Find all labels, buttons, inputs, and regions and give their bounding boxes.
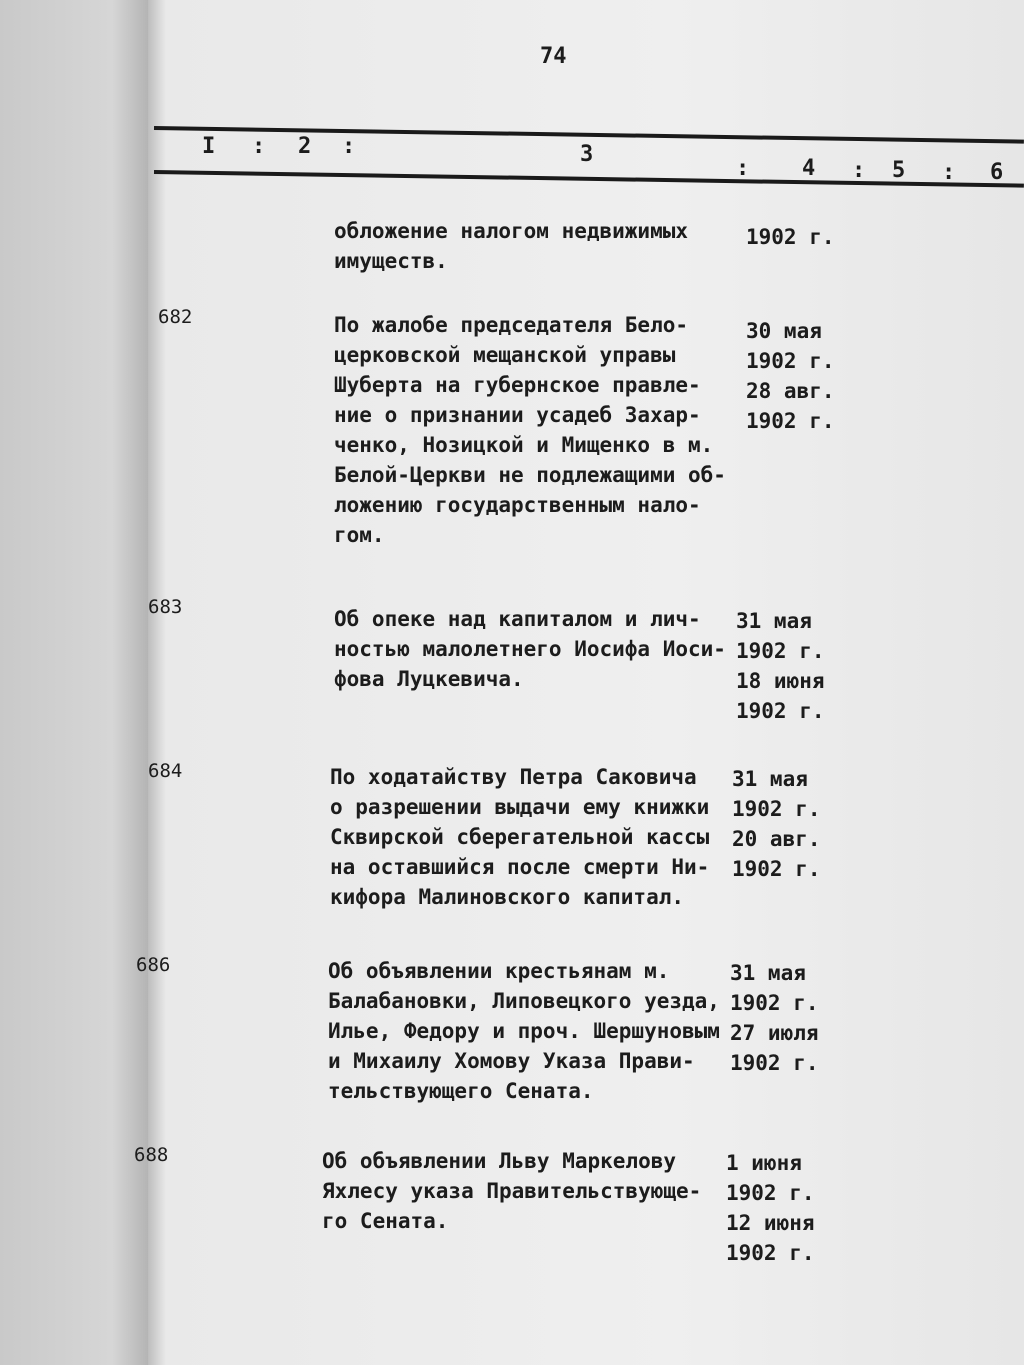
date-line: 31 мая [736,609,812,633]
date-line: 18 июня [736,669,825,693]
entry-dates [730,958,819,1078]
description-line: на оставшийся после смерти Ни- [330,855,710,879]
description-line: Сквирской сберегательной кассы [330,825,710,849]
date-line: 1902 г. [746,349,835,373]
description-line: имуществ. [334,249,448,273]
description-line: фова Луцкевича. [334,667,524,691]
entry-number: 683 [148,596,183,618]
column-separator: : [852,158,866,183]
document-page [134,0,1024,1365]
description-line: Шуберта на губернское правле- [334,373,701,397]
date-line: 30 мая [746,319,822,343]
description-line: ложению государственным нало- [334,493,701,517]
description-line: ние о признании усадеб Захар- [334,403,701,427]
description-line: Об опеке над капиталом и лич- [334,607,701,631]
entry-number: 686 [136,954,171,976]
description-line: ностью малолетнего Иосифа Иоси- [334,637,726,661]
column-separator: : [342,134,356,159]
date-line: 1902 г. [732,797,821,821]
column-separator: : [942,160,956,185]
description-line: Белой-Церкви не подлежащими об- [334,463,726,487]
entry-number: 682 [158,306,193,328]
date-line: 1902 г. [730,991,819,1015]
description-line: По жалобе председателя Бело- [334,313,689,337]
description-line: го Сената. [322,1209,449,1233]
date-line: 20 авг. [732,827,821,851]
date-line: 1902 г. [736,639,825,663]
description-line: Об объявлении Льву Маркелову [322,1149,677,1173]
column-separator: : [252,134,266,159]
date-line: 1902 г. [726,1181,815,1205]
description-line: обложение налогом недвижимых [334,219,689,243]
entry-description [328,956,720,1106]
column-separator: : [736,156,750,181]
column-header-5: 5 [892,158,906,183]
description-line: По ходатайству Петра Саковича [330,765,697,789]
date-line: 1902 г. [730,1051,819,1075]
date-line: 31 мая [732,767,808,791]
column-header-1: I [202,134,216,159]
description-line: Об объявлении крестьянам м. [328,959,670,983]
date-line: 1 июня [726,1151,802,1175]
description-line: церковской мещанской управы [334,343,676,367]
entry-dates [746,222,835,252]
description-line: ченко, Нозицкой и Мищенко в м. [334,433,714,457]
date-line: 28 авг. [746,379,835,403]
column-header-4: 4 [802,156,816,181]
entry-dates [736,606,825,726]
date-line: 1902 г. [746,409,835,433]
column-header-2: 2 [298,134,312,159]
description-line: кифора Малиновского капитал. [330,885,685,909]
entry-description [334,310,726,550]
date-line: 1902 г. [726,1241,815,1265]
entry-description [334,216,688,276]
date-line: 12 июня [726,1211,815,1235]
description-line: тельствующего Сената. [328,1079,594,1103]
entry-dates [726,1148,815,1268]
description-line: Илье, Федору и проч. Шершуновым [328,1019,720,1043]
date-line: 1902 г. [732,857,821,881]
page-number: 74 [540,44,567,69]
description-line: и Михаилу Хомову Указа Прави- [328,1049,695,1073]
entry-description [322,1146,701,1236]
description-line: Балабановки, Липовецкого уезда, [328,989,720,1013]
description-line: о разрешении выдачи ему книжки [330,795,710,819]
description-line: гом. [334,523,385,547]
entry-description [330,762,709,912]
entry-dates [732,764,821,884]
date-line: 31 мая [730,961,806,985]
description-line: Яхлесу указа Правительствующе- [322,1179,702,1203]
date-line: 27 июля [730,1021,819,1045]
table-header-top-rule [154,126,1024,144]
entry-dates [746,316,835,436]
entry-description [334,604,726,694]
date-line: 1902 г. [736,699,825,723]
column-header-3: 3 [580,142,594,167]
entry-number: 684 [148,760,183,782]
date-line: 1902 г. [746,225,835,249]
column-header-6: 6 [990,160,1004,185]
entry-number: 688 [134,1144,169,1166]
